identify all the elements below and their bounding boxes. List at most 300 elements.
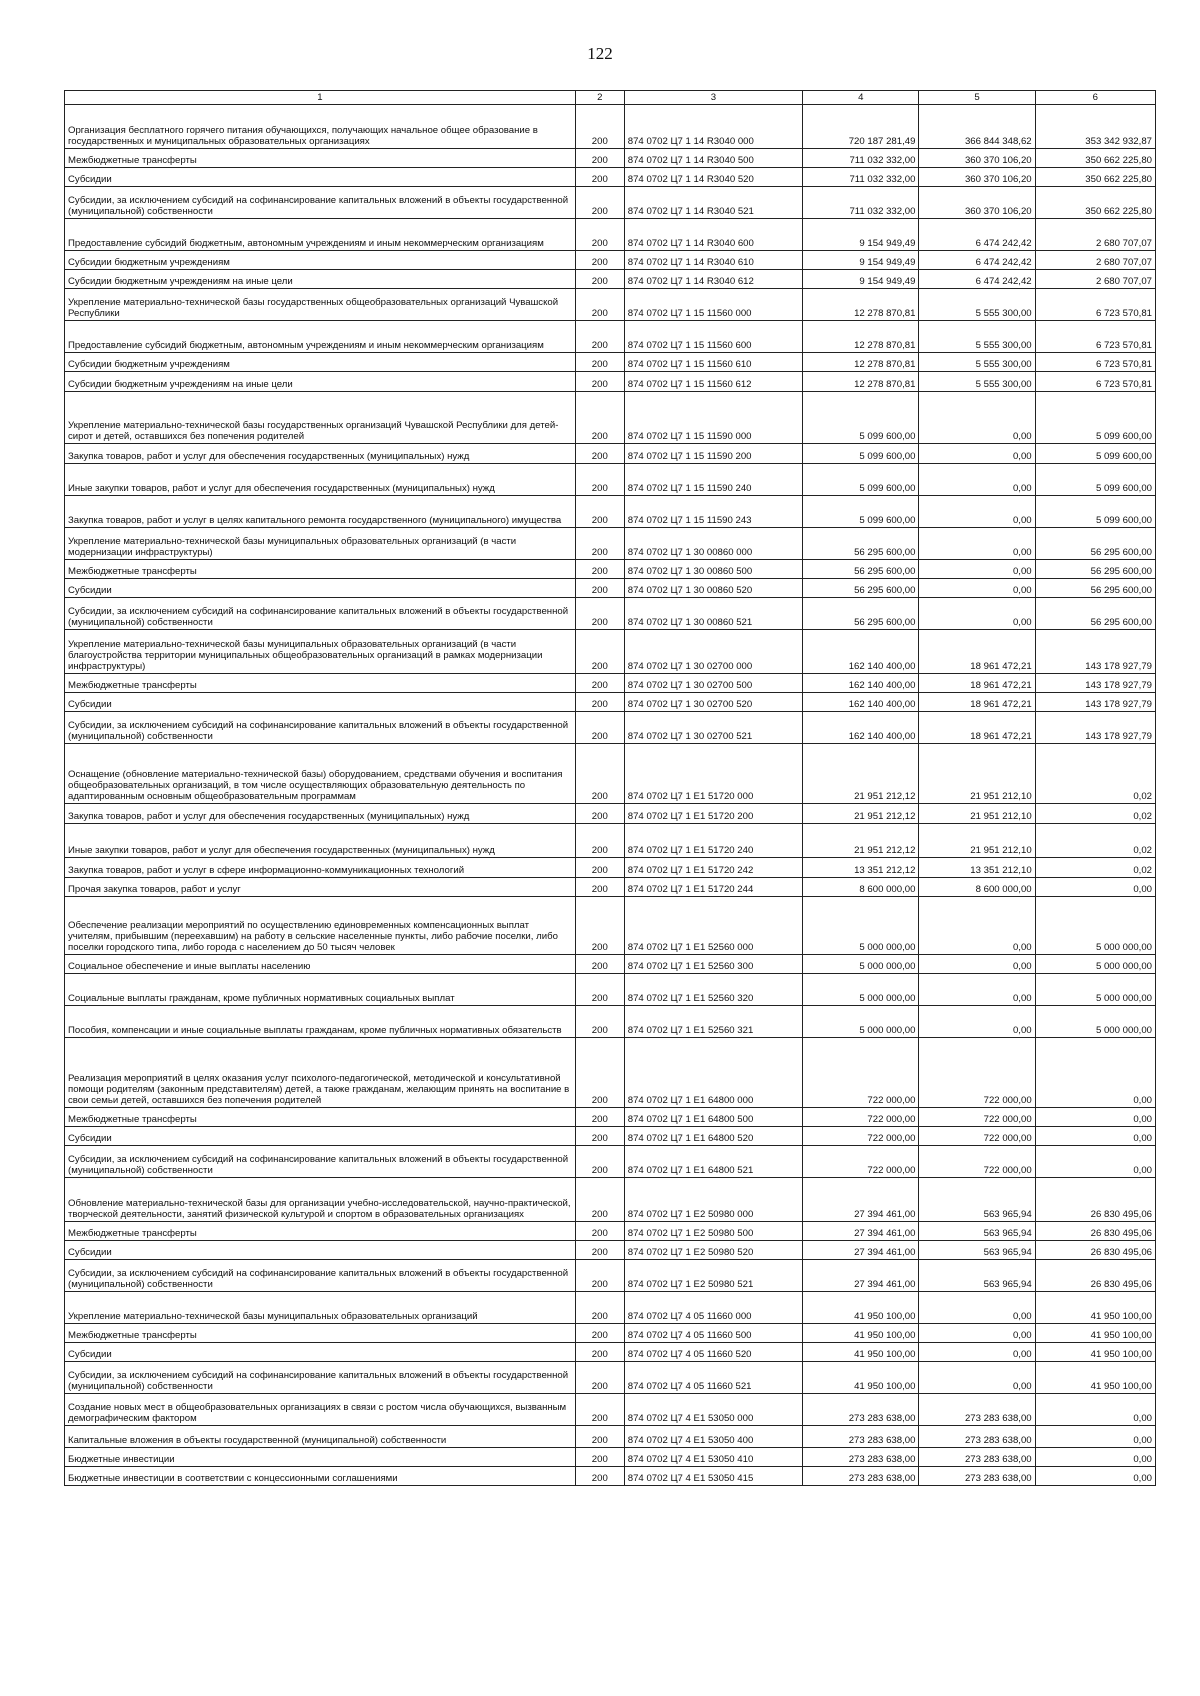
row-amount-3: 26 830 495,06 bbox=[1035, 1222, 1155, 1241]
table-row bbox=[65, 955, 1156, 974]
row-name: Межбюджетные трансферты bbox=[65, 149, 576, 168]
row-amount-3: 5 099 600,00 bbox=[1035, 464, 1155, 496]
row-amount-3: 0,00 bbox=[1035, 1108, 1155, 1127]
table-row bbox=[65, 149, 1156, 168]
row-amount-total: 162 140 400,00 bbox=[803, 630, 919, 674]
row-amount-total: 5 099 600,00 bbox=[803, 444, 919, 464]
row-code: 874 0702 Ц7 4 05 11660 520 bbox=[624, 1343, 802, 1362]
table-row bbox=[65, 1127, 1156, 1146]
row-code: 874 0702 Ц7 1 30 02700 520 bbox=[624, 693, 802, 712]
row-grbs: 200 bbox=[575, 1108, 624, 1127]
table-row bbox=[65, 1448, 1156, 1467]
row-amount-2: 5 555 300,00 bbox=[919, 289, 1035, 321]
row-amount-2: 0,00 bbox=[919, 560, 1035, 579]
row-amount-3: 2 680 707,07 bbox=[1035, 251, 1155, 270]
row-code: 874 0702 Ц7 1 15 11590 000 bbox=[624, 392, 802, 444]
row-amount-3: 0,02 bbox=[1035, 824, 1155, 858]
row-name: Субсидии bbox=[65, 168, 576, 187]
table-row bbox=[65, 598, 1156, 630]
row-amount-2: 0,00 bbox=[919, 464, 1035, 496]
row-code: 874 0702 Ц7 1 14 R3040 520 bbox=[624, 168, 802, 187]
row-grbs: 200 bbox=[575, 858, 624, 878]
row-code: 874 0702 Ц7 1 15 11590 243 bbox=[624, 496, 802, 528]
row-amount-3: 143 178 927,79 bbox=[1035, 630, 1155, 674]
row-grbs: 200 bbox=[575, 1127, 624, 1146]
row-grbs: 200 bbox=[575, 1146, 624, 1178]
row-name: Предоставление субсидий бюджетным, автономным учреждениям и иным некоммерческим организациям bbox=[65, 219, 576, 251]
table-row bbox=[65, 712, 1156, 744]
row-grbs: 200 bbox=[575, 1222, 624, 1241]
row-grbs: 200 bbox=[575, 1241, 624, 1260]
row-grbs: 200 bbox=[575, 372, 624, 392]
row-grbs: 200 bbox=[575, 149, 624, 168]
row-code: 874 0702 Ц7 1 14 R3040 000 bbox=[624, 105, 802, 149]
page-number: 122 bbox=[587, 44, 613, 63]
row-amount-2: 563 965,94 bbox=[919, 1241, 1035, 1260]
row-amount-total: 162 140 400,00 bbox=[803, 674, 919, 693]
row-amount-total: 12 278 870,81 bbox=[803, 353, 919, 372]
row-amount-total: 56 295 600,00 bbox=[803, 528, 919, 560]
row-grbs: 200 bbox=[575, 251, 624, 270]
row-amount-total: 9 154 949,49 bbox=[803, 270, 919, 289]
row-amount-2: 563 965,94 bbox=[919, 1222, 1035, 1241]
row-code: 874 0702 Ц7 1 30 00860 500 bbox=[624, 560, 802, 579]
row-amount-total: 5 000 000,00 bbox=[803, 955, 919, 974]
row-amount-total: 8 600 000,00 bbox=[803, 878, 919, 897]
row-amount-3: 6 723 570,81 bbox=[1035, 289, 1155, 321]
table-row bbox=[65, 168, 1156, 187]
row-name: Субсидии bbox=[65, 1241, 576, 1260]
row-grbs: 200 bbox=[575, 897, 624, 955]
row-name: Субсидии бюджетным учреждениям bbox=[65, 353, 576, 372]
row-grbs: 200 bbox=[575, 444, 624, 464]
table-row bbox=[65, 1260, 1156, 1292]
row-name: Прочая закупка товаров, работ и услуг bbox=[65, 878, 576, 897]
row-name: Реализация мероприятий в целях оказания услуг психолого-педагогической, методической и консультативной помощи родителям (законным представителям) детей, а также гражданам, желающим принять на воспитание в свои семьи детей, оставшихся без попечения родителей bbox=[65, 1038, 576, 1108]
row-grbs: 200 bbox=[575, 598, 624, 630]
row-amount-2: 0,00 bbox=[919, 1292, 1035, 1324]
row-grbs: 200 bbox=[575, 1260, 624, 1292]
row-amount-total: 162 140 400,00 bbox=[803, 712, 919, 744]
table-row bbox=[65, 1324, 1156, 1343]
row-amount-2: 8 600 000,00 bbox=[919, 878, 1035, 897]
row-name: Социальное обеспечение и иные выплаты населению bbox=[65, 955, 576, 974]
row-grbs: 200 bbox=[575, 270, 624, 289]
row-code: 874 0702 Ц7 1 30 00860 520 bbox=[624, 579, 802, 598]
row-amount-2: 366 844 348,62 bbox=[919, 105, 1035, 149]
row-name: Субсидии, за исключением субсидий на софинансирование капитальных вложений в объекты государственной (муниципальной) собственности bbox=[65, 1146, 576, 1178]
row-code: 874 0702 Ц7 1 E1 51720 242 bbox=[624, 858, 802, 878]
row-amount-total: 27 394 461,00 bbox=[803, 1241, 919, 1260]
row-amount-3: 56 295 600,00 bbox=[1035, 528, 1155, 560]
row-code: 874 0702 Ц7 1 E2 50980 000 bbox=[624, 1178, 802, 1222]
row-amount-2: 0,00 bbox=[919, 1324, 1035, 1343]
row-amount-2: 0,00 bbox=[919, 392, 1035, 444]
row-amount-2: 13 351 212,10 bbox=[919, 858, 1035, 878]
row-grbs: 200 bbox=[575, 1426, 624, 1448]
row-amount-2: 18 961 472,21 bbox=[919, 674, 1035, 693]
row-grbs: 200 bbox=[575, 712, 624, 744]
row-code: 874 0702 Ц7 4 05 11660 500 bbox=[624, 1324, 802, 1343]
table-body bbox=[65, 105, 1156, 1486]
row-amount-3: 56 295 600,00 bbox=[1035, 579, 1155, 598]
row-amount-total: 722 000,00 bbox=[803, 1127, 919, 1146]
row-amount-3: 0,02 bbox=[1035, 858, 1155, 878]
row-name: Укрепление материально-технической базы муниципальных образовательных организаций (в части благоустройства территории муниципальных общеобразовательных организаций в рамках модернизации инфраструктуры) bbox=[65, 630, 576, 674]
row-amount-2: 0,00 bbox=[919, 1343, 1035, 1362]
row-grbs: 200 bbox=[575, 744, 624, 804]
row-amount-total: 12 278 870,81 bbox=[803, 321, 919, 353]
table-row bbox=[65, 1108, 1156, 1127]
row-name: Пособия, компенсации и иные социальные выплаты гражданам, кроме публичных нормативных обязательств bbox=[65, 1006, 576, 1038]
row-amount-total: 5 000 000,00 bbox=[803, 897, 919, 955]
table-row bbox=[65, 579, 1156, 598]
row-code: 874 0702 Ц7 1 15 11590 240 bbox=[624, 464, 802, 496]
row-amount-2: 18 961 472,21 bbox=[919, 630, 1035, 674]
table-row bbox=[65, 897, 1156, 955]
row-amount-2: 0,00 bbox=[919, 528, 1035, 560]
column-header-2: 2 bbox=[575, 91, 624, 105]
row-grbs: 200 bbox=[575, 1394, 624, 1426]
row-code: 874 0702 Ц7 1 E1 51720 244 bbox=[624, 878, 802, 897]
row-amount-3: 0,00 bbox=[1035, 1394, 1155, 1426]
row-name: Укрепление материально-технической базы муниципальных образовательных организаций (в части модернизации инфраструктуры) bbox=[65, 528, 576, 560]
row-amount-total: 273 283 638,00 bbox=[803, 1426, 919, 1448]
row-amount-3: 350 662 225,80 bbox=[1035, 149, 1155, 168]
row-amount-2: 6 474 242,42 bbox=[919, 219, 1035, 251]
row-amount-3: 26 830 495,06 bbox=[1035, 1241, 1155, 1260]
row-amount-3: 143 178 927,79 bbox=[1035, 674, 1155, 693]
row-amount-2: 722 000,00 bbox=[919, 1108, 1035, 1127]
row-amount-2: 722 000,00 bbox=[919, 1038, 1035, 1108]
row-amount-total: 720 187 281,49 bbox=[803, 105, 919, 149]
table-row bbox=[65, 1006, 1156, 1038]
row-amount-total: 722 000,00 bbox=[803, 1108, 919, 1127]
table-row bbox=[65, 1362, 1156, 1394]
row-code: 874 0702 Ц7 1 30 02700 500 bbox=[624, 674, 802, 693]
row-amount-3: 5 099 600,00 bbox=[1035, 444, 1155, 464]
row-name: Закупка товаров, работ и услуг для обеспечения государственных (муниципальных) нужд bbox=[65, 444, 576, 464]
row-code: 874 0702 Ц7 4 05 11660 000 bbox=[624, 1292, 802, 1324]
row-grbs: 200 bbox=[575, 974, 624, 1006]
row-name: Оснащение (обновление материально-технической базы) оборудованием, средствами обучения и воспитания общеобразовательных организаций, в том числе осуществляющих образовательную деятельность по адаптированным основным общеобразовательным программам bbox=[65, 744, 576, 804]
row-amount-total: 722 000,00 bbox=[803, 1146, 919, 1178]
column-header-1: 1 bbox=[65, 91, 576, 105]
row-amount-3: 5 000 000,00 bbox=[1035, 974, 1155, 1006]
row-code: 874 0702 Ц7 1 15 11560 610 bbox=[624, 353, 802, 372]
table-row bbox=[65, 1343, 1156, 1362]
row-amount-total: 41 950 100,00 bbox=[803, 1362, 919, 1394]
row-amount-total: 56 295 600,00 bbox=[803, 579, 919, 598]
row-amount-3: 143 178 927,79 bbox=[1035, 693, 1155, 712]
row-amount-2: 360 370 106,20 bbox=[919, 187, 1035, 219]
row-name: Укрепление материально-технической базы государственных организаций Чувашской Республики для детей-сирот и детей, оставшихся без попечения родителей bbox=[65, 392, 576, 444]
row-amount-total: 13 351 212,12 bbox=[803, 858, 919, 878]
table-row bbox=[65, 270, 1156, 289]
row-amount-2: 0,00 bbox=[919, 1006, 1035, 1038]
column-number-row bbox=[65, 91, 1156, 105]
row-grbs: 200 bbox=[575, 1448, 624, 1467]
row-code: 874 0702 Ц7 1 15 11560 600 bbox=[624, 321, 802, 353]
row-name: Субсидии, за исключением субсидий на софинансирование капитальных вложений в объекты государственной (муниципальной) собственности bbox=[65, 712, 576, 744]
row-code: 874 0702 Ц7 1 14 R3040 612 bbox=[624, 270, 802, 289]
row-amount-3: 6 723 570,81 bbox=[1035, 372, 1155, 392]
table-row bbox=[65, 1467, 1156, 1486]
row-code: 874 0702 Ц7 1 E1 64800 000 bbox=[624, 1038, 802, 1108]
row-amount-2: 5 555 300,00 bbox=[919, 321, 1035, 353]
row-code: 874 0702 Ц7 1 E1 51720 240 bbox=[624, 824, 802, 858]
row-code: 874 0702 Ц7 1 14 R3040 500 bbox=[624, 149, 802, 168]
row-name: Субсидии, за исключением субсидий на софинансирование капитальных вложений в объекты государственной (муниципальной) собственности bbox=[65, 187, 576, 219]
row-name: Межбюджетные трансферты bbox=[65, 1108, 576, 1127]
row-amount-3: 56 295 600,00 bbox=[1035, 598, 1155, 630]
table-row bbox=[65, 1178, 1156, 1222]
row-code: 874 0702 Ц7 4 E1 53050 415 bbox=[624, 1467, 802, 1486]
column-header-4: 4 bbox=[803, 91, 919, 105]
row-amount-total: 5 099 600,00 bbox=[803, 496, 919, 528]
row-amount-2: 0,00 bbox=[919, 955, 1035, 974]
row-code: 874 0702 Ц7 1 30 00860 000 bbox=[624, 528, 802, 560]
row-grbs: 200 bbox=[575, 1362, 624, 1394]
table-row bbox=[65, 289, 1156, 321]
row-grbs: 200 bbox=[575, 1178, 624, 1222]
row-amount-2: 360 370 106,20 bbox=[919, 149, 1035, 168]
row-amount-2: 21 951 212,10 bbox=[919, 804, 1035, 824]
row-code: 874 0702 Ц7 1 14 R3040 610 bbox=[624, 251, 802, 270]
row-grbs: 200 bbox=[575, 1292, 624, 1324]
table-row bbox=[65, 858, 1156, 878]
row-amount-3: 2 680 707,07 bbox=[1035, 270, 1155, 289]
table-row bbox=[65, 372, 1156, 392]
row-amount-3: 0,00 bbox=[1035, 1146, 1155, 1178]
row-name: Иные закупки товаров, работ и услуг для обеспечения государственных (муниципальных) нужд bbox=[65, 824, 576, 858]
row-amount-2: 0,00 bbox=[919, 496, 1035, 528]
row-grbs: 200 bbox=[575, 1343, 624, 1362]
row-grbs: 200 bbox=[575, 105, 624, 149]
row-amount-total: 12 278 870,81 bbox=[803, 289, 919, 321]
table-row bbox=[65, 464, 1156, 496]
row-name: Субсидии, за исключением субсидий на софинансирование капитальных вложений в объекты государственной (муниципальной) собственности bbox=[65, 1260, 576, 1292]
row-grbs: 200 bbox=[575, 219, 624, 251]
row-amount-3: 41 950 100,00 bbox=[1035, 1292, 1155, 1324]
table-row bbox=[65, 187, 1156, 219]
row-amount-2: 0,00 bbox=[919, 974, 1035, 1006]
row-name: Обеспечение реализации мероприятий по осуществлению единовременных компенсационных выплат учителям, прибывшим (переехавшим) на работу в сельские населенные пункты, либо рабочие поселки, либо поселки городского типа, либо города с населением до 50 тысяч человек bbox=[65, 897, 576, 955]
row-grbs: 200 bbox=[575, 464, 624, 496]
row-code: 874 0702 Ц7 1 E1 51720 000 bbox=[624, 744, 802, 804]
table-row bbox=[65, 219, 1156, 251]
table-row bbox=[65, 744, 1156, 804]
row-amount-2: 273 283 638,00 bbox=[919, 1426, 1035, 1448]
table-header bbox=[65, 91, 1156, 105]
row-amount-2: 18 961 472,21 bbox=[919, 712, 1035, 744]
row-code: 874 0702 Ц7 1 14 R3040 521 bbox=[624, 187, 802, 219]
row-grbs: 200 bbox=[575, 693, 624, 712]
row-code: 874 0702 Ц7 1 15 11590 200 bbox=[624, 444, 802, 464]
row-name: Закупка товаров, работ и услуг в целях капитального ремонта государственного (муниципального) имущества bbox=[65, 496, 576, 528]
table-row bbox=[65, 1038, 1156, 1108]
row-code: 874 0702 Ц7 1 E1 52560 000 bbox=[624, 897, 802, 955]
row-amount-2: 0,00 bbox=[919, 1362, 1035, 1394]
row-grbs: 200 bbox=[575, 955, 624, 974]
row-amount-total: 5 099 600,00 bbox=[803, 392, 919, 444]
row-grbs: 200 bbox=[575, 1467, 624, 1486]
row-grbs: 200 bbox=[575, 1038, 624, 1108]
row-code: 874 0702 Ц7 4 05 11660 521 bbox=[624, 1362, 802, 1394]
row-name: Бюджетные инвестиции bbox=[65, 1448, 576, 1467]
row-amount-3: 350 662 225,80 bbox=[1035, 168, 1155, 187]
row-amount-2: 5 555 300,00 bbox=[919, 372, 1035, 392]
row-name: Субсидии, за исключением субсидий на софинансирование капитальных вложений в объекты государственной (муниципальной) собственности bbox=[65, 1362, 576, 1394]
row-grbs: 200 bbox=[575, 804, 624, 824]
row-amount-3: 56 295 600,00 bbox=[1035, 560, 1155, 579]
table-row bbox=[65, 878, 1156, 897]
table-row bbox=[65, 804, 1156, 824]
row-name: Межбюджетные трансферты bbox=[65, 1222, 576, 1241]
row-amount-3: 5 000 000,00 bbox=[1035, 897, 1155, 955]
row-name: Субсидии бюджетным учреждениям на иные цели bbox=[65, 372, 576, 392]
table-row bbox=[65, 392, 1156, 444]
row-grbs: 200 bbox=[575, 528, 624, 560]
row-code: 874 0702 Ц7 1 30 02700 000 bbox=[624, 630, 802, 674]
row-amount-3: 143 178 927,79 bbox=[1035, 712, 1155, 744]
row-amount-total: 9 154 949,49 bbox=[803, 251, 919, 270]
table-row bbox=[65, 560, 1156, 579]
row-amount-3: 0,02 bbox=[1035, 744, 1155, 804]
row-amount-total: 21 951 212,12 bbox=[803, 824, 919, 858]
table-row bbox=[65, 251, 1156, 270]
row-code: 874 0702 Ц7 1 E2 50980 520 bbox=[624, 1241, 802, 1260]
row-code: 874 0702 Ц7 1 14 R3040 600 bbox=[624, 219, 802, 251]
column-header-6: 6 bbox=[1035, 91, 1155, 105]
row-code: 874 0702 Ц7 1 E1 52560 321 bbox=[624, 1006, 802, 1038]
row-name: Субсидии бюджетным учреждениям на иные цели bbox=[65, 270, 576, 289]
row-name: Капитальные вложения в объекты государственной (муниципальной) собственности bbox=[65, 1426, 576, 1448]
row-amount-3: 26 830 495,06 bbox=[1035, 1178, 1155, 1222]
row-amount-total: 711 032 332,00 bbox=[803, 149, 919, 168]
row-name: Межбюджетные трансферты bbox=[65, 560, 576, 579]
row-grbs: 200 bbox=[575, 168, 624, 187]
row-amount-total: 5 000 000,00 bbox=[803, 974, 919, 1006]
row-amount-2: 0,00 bbox=[919, 598, 1035, 630]
row-code: 874 0702 Ц7 1 15 11560 000 bbox=[624, 289, 802, 321]
table-row bbox=[65, 824, 1156, 858]
row-amount-total: 273 283 638,00 bbox=[803, 1467, 919, 1486]
row-name: Межбюджетные трансферты bbox=[65, 1324, 576, 1343]
row-amount-3: 353 342 932,87 bbox=[1035, 105, 1155, 149]
row-amount-2: 18 961 472,21 bbox=[919, 693, 1035, 712]
row-name: Организация бесплатного горячего питания обучающихся, получающих начальное общее образование в государственных и муниципальных образовательных организациях bbox=[65, 105, 576, 149]
table-row bbox=[65, 321, 1156, 353]
row-amount-3: 350 662 225,80 bbox=[1035, 187, 1155, 219]
row-amount-3: 0,00 bbox=[1035, 1448, 1155, 1467]
row-amount-2: 5 555 300,00 bbox=[919, 353, 1035, 372]
row-name: Создание новых мест в общеобразовательных организациях в связи с ростом числа обучающихся, вызванным демографическим фактором bbox=[65, 1394, 576, 1426]
row-amount-3: 0,00 bbox=[1035, 1426, 1155, 1448]
row-grbs: 200 bbox=[575, 824, 624, 858]
row-amount-total: 711 032 332,00 bbox=[803, 168, 919, 187]
table-row bbox=[65, 974, 1156, 1006]
row-amount-3: 0,00 bbox=[1035, 878, 1155, 897]
row-amount-total: 9 154 949,49 bbox=[803, 219, 919, 251]
row-amount-3: 6 723 570,81 bbox=[1035, 353, 1155, 372]
table-row bbox=[65, 1222, 1156, 1241]
row-amount-2: 0,00 bbox=[919, 579, 1035, 598]
row-grbs: 200 bbox=[575, 579, 624, 598]
row-amount-3: 2 680 707,07 bbox=[1035, 219, 1155, 251]
row-grbs: 200 bbox=[575, 560, 624, 579]
row-amount-total: 273 283 638,00 bbox=[803, 1394, 919, 1426]
row-amount-total: 56 295 600,00 bbox=[803, 598, 919, 630]
row-amount-2: 722 000,00 bbox=[919, 1127, 1035, 1146]
table-row bbox=[65, 693, 1156, 712]
row-amount-total: 27 394 461,00 bbox=[803, 1178, 919, 1222]
row-name: Предоставление субсидий бюджетным, автономным учреждениям и иным некоммерческим организациям bbox=[65, 321, 576, 353]
row-name: Субсидии бюджетным учреждениям bbox=[65, 251, 576, 270]
row-amount-total: 5 099 600,00 bbox=[803, 464, 919, 496]
row-amount-3: 5 099 600,00 bbox=[1035, 496, 1155, 528]
row-amount-total: 273 283 638,00 bbox=[803, 1448, 919, 1467]
row-code: 874 0702 Ц7 1 E1 64800 520 bbox=[624, 1127, 802, 1146]
row-amount-3: 5 099 600,00 bbox=[1035, 392, 1155, 444]
row-name: Закупка товаров, работ и услуг для обеспечения государственных (муниципальных) нужд bbox=[65, 804, 576, 824]
row-amount-total: 162 140 400,00 bbox=[803, 693, 919, 712]
row-name: Субсидии bbox=[65, 693, 576, 712]
row-amount-2: 563 965,94 bbox=[919, 1260, 1035, 1292]
table-row bbox=[65, 1146, 1156, 1178]
row-grbs: 200 bbox=[575, 630, 624, 674]
row-grbs: 200 bbox=[575, 187, 624, 219]
row-amount-total: 41 950 100,00 bbox=[803, 1324, 919, 1343]
table-row bbox=[65, 630, 1156, 674]
row-amount-total: 21 951 212,12 bbox=[803, 744, 919, 804]
row-amount-2: 722 000,00 bbox=[919, 1146, 1035, 1178]
row-amount-3: 41 950 100,00 bbox=[1035, 1362, 1155, 1394]
row-grbs: 200 bbox=[575, 321, 624, 353]
row-name: Межбюджетные трансферты bbox=[65, 674, 576, 693]
row-code: 874 0702 Ц7 1 30 00860 521 bbox=[624, 598, 802, 630]
row-amount-3: 5 000 000,00 bbox=[1035, 1006, 1155, 1038]
row-code: 874 0702 Ц7 1 E1 52560 300 bbox=[624, 955, 802, 974]
row-amount-total: 41 950 100,00 bbox=[803, 1292, 919, 1324]
table-row bbox=[65, 1241, 1156, 1260]
row-amount-2: 273 283 638,00 bbox=[919, 1467, 1035, 1486]
row-amount-total: 41 950 100,00 bbox=[803, 1343, 919, 1362]
row-amount-3: 41 950 100,00 bbox=[1035, 1343, 1155, 1362]
row-name: Субсидии bbox=[65, 1127, 576, 1146]
column-header-5: 5 bbox=[919, 91, 1035, 105]
row-amount-3: 0,00 bbox=[1035, 1038, 1155, 1108]
row-amount-2: 563 965,94 bbox=[919, 1178, 1035, 1222]
row-amount-3: 41 950 100,00 bbox=[1035, 1324, 1155, 1343]
row-grbs: 200 bbox=[575, 1006, 624, 1038]
row-amount-3: 0,00 bbox=[1035, 1127, 1155, 1146]
row-amount-total: 722 000,00 bbox=[803, 1038, 919, 1108]
row-grbs: 200 bbox=[575, 496, 624, 528]
row-amount-3: 26 830 495,06 bbox=[1035, 1260, 1155, 1292]
row-grbs: 200 bbox=[575, 392, 624, 444]
row-name: Социальные выплаты гражданам, кроме публичных нормативных социальных выплат bbox=[65, 974, 576, 1006]
row-code: 874 0702 Ц7 1 E1 52560 320 bbox=[624, 974, 802, 1006]
row-amount-2: 21 951 212,10 bbox=[919, 824, 1035, 858]
table-row bbox=[65, 496, 1156, 528]
row-amount-3: 6 723 570,81 bbox=[1035, 321, 1155, 353]
row-amount-total: 27 394 461,00 bbox=[803, 1260, 919, 1292]
row-amount-2: 21 951 212,10 bbox=[919, 744, 1035, 804]
row-amount-2: 360 370 106,20 bbox=[919, 168, 1035, 187]
row-grbs: 200 bbox=[575, 674, 624, 693]
table-row bbox=[65, 444, 1156, 464]
